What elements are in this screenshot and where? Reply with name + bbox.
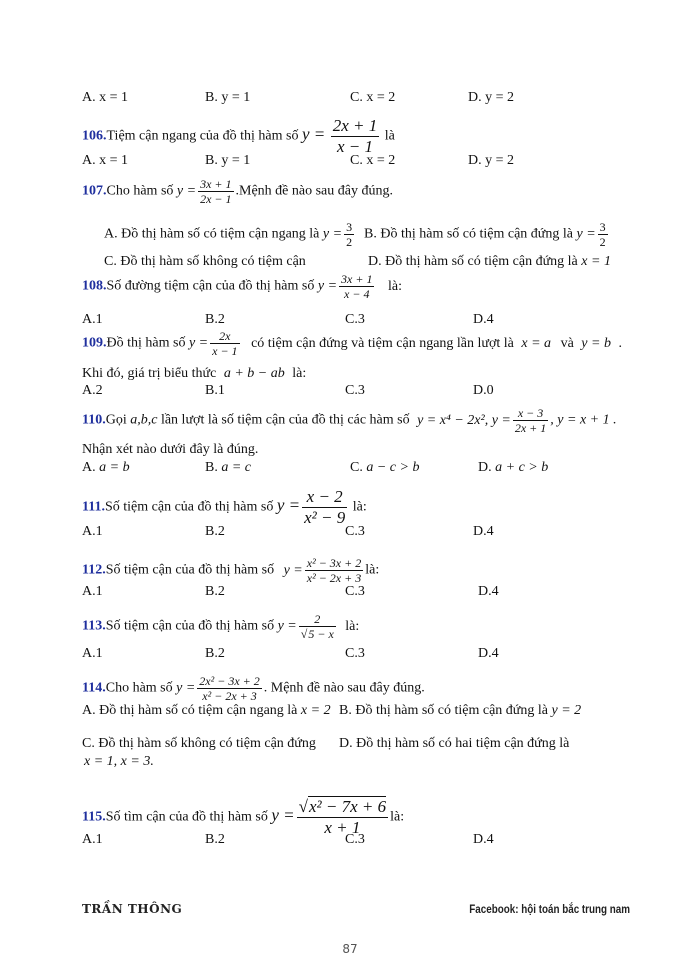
prev-option-b: B. y = 1: [205, 90, 251, 105]
formula-lhs: y =: [283, 562, 303, 578]
option-b: B. Đồ thị hàm số có tiệm cận đứng là y = $\frac{3}{2}$: [364, 220, 606, 249]
question-106: [82, 116, 395, 157]
question-112: [82, 556, 379, 585]
question-tail: là:: [352, 499, 367, 515]
question-text: Số đường tiệm cận của đồ thị hàm số: [106, 278, 315, 294]
option-d: D. Đồ thị hàm số có tiệm cận đứng là x = 1: [368, 254, 611, 269]
question-number: 112.: [82, 562, 106, 578]
formula-lhs: y =: [176, 183, 197, 199]
question-tail: là: [384, 128, 395, 144]
option-a: A.1: [82, 646, 103, 661]
option-c: C.3: [345, 584, 365, 599]
question-text: Số tìm cận của đồ thị hàm số: [105, 809, 268, 825]
option-d: D. y = 2: [468, 153, 515, 168]
question-113: [82, 612, 359, 641]
question-text: Số tiệm cận của đồ thị hàm số: [105, 618, 275, 634]
option-d: D.0: [473, 383, 494, 398]
fraction: $\frac{3x + 1}{2x - 1}$: [200, 177, 232, 206]
question-number: 107.: [82, 183, 107, 199]
fraction: $\frac{2}{√5 - x}$: [300, 612, 334, 641]
question-text: Số tiệm cận của đồ thị hàm số: [104, 499, 274, 515]
question-text: Cho hàm số: [106, 183, 174, 199]
fraction: $\frac{x - 3}{2x + 1}$: [514, 406, 547, 435]
option-d: D.4: [473, 312, 494, 327]
formula-lhs: y =: [301, 124, 326, 144]
question-text: Số tiệm cận của đồ thị hàm số: [105, 562, 275, 578]
question-109: 109.Đồ thị hàm số y = $\frac{2x}{x - 1}$ có tiệm cận đứng và tiệm cận ngang lần lượt là x = a và y = b .: [82, 329, 622, 358]
option-c: C.3: [345, 383, 365, 398]
footer-facebook: Facebook: hội toán bắc trung nam: [469, 902, 630, 916]
option-a: A.1: [82, 524, 103, 539]
question-tail: là:: [387, 278, 402, 294]
option-d: D. a + c > b: [478, 460, 549, 475]
formula-lhs: y =: [317, 278, 338, 294]
page-number: 87: [342, 942, 358, 956]
fraction: $\frac{\text{2x² − 3x + 2}}{\text{x² − 2x + 3}}$: [199, 674, 260, 703]
question-number: 108.: [82, 278, 107, 294]
question-110-line2: Nhận xét nào dưới đây là đúng.: [82, 442, 259, 457]
radical-icon: √: [298, 797, 309, 816]
fraction: $\frac{3}{2}$: [599, 220, 606, 249]
option-c: C.3: [345, 646, 365, 661]
fraction: $\frac{x - 2}{\text{x² − 9}}$: [304, 487, 346, 527]
option-c: C.3: [345, 524, 365, 539]
question-107: [82, 177, 393, 206]
question-number: 113.: [82, 618, 106, 634]
formula-lhs: y =: [188, 335, 209, 351]
prev-option-c: C. x = 2: [350, 90, 396, 105]
option-b: B.2: [205, 312, 225, 327]
question-114: [82, 674, 425, 703]
question-number: 111.: [82, 499, 105, 515]
option-a: A. x = 1: [82, 153, 129, 168]
fraction: $\frac{\text{√x² − 7x + 6}}{x + 1}$: [298, 797, 387, 837]
fraction: $\frac{\text{x² − 3x + 2}}{\text{x² − 2x + 3}}$: [306, 556, 362, 585]
question-number: 109.: [82, 335, 107, 351]
option-d: D.4: [478, 646, 499, 661]
formula-lhs: y =: [176, 680, 196, 696]
question-111: [82, 487, 367, 528]
option-b: B.1: [205, 383, 225, 398]
option-c: C. Đồ thị hàm số không có tiệm cận: [104, 254, 306, 269]
option-a: A. Đồ thị hàm số có tiệm cận ngang là x = 2: [82, 703, 331, 718]
option-d: D.4: [473, 524, 494, 539]
option-a: A. a = b: [82, 460, 130, 475]
option-b: B.2: [205, 584, 225, 599]
prev-option-a: A. x = 1: [82, 90, 129, 105]
radical-icon: √: [300, 627, 308, 641]
fraction: $\frac{3x + 1}{x - 4}$: [341, 272, 373, 301]
option-c: C. x = 2: [350, 153, 396, 168]
option-c: C. Đồ thị hàm số không có tiệm cận đứng: [82, 736, 316, 751]
option-d: D. Đồ thị hàm số có hai tiệm cận đứng là: [339, 736, 570, 751]
fraction: $\frac{2x + 1}{x - 1}$: [332, 116, 378, 156]
option-d: D.4: [478, 584, 499, 599]
option-a: A.1: [82, 832, 103, 847]
question-text: Cho hàm số: [105, 680, 173, 696]
option-d: D.4: [473, 832, 494, 847]
question-110: 110.Gọi a,b,c lần lượt là số tiệm cận của đồ thị các hàm số y = x⁴ − 2x², y = $\frac{x - 3}{2x + 1}$ , y = x + 1 .: [82, 406, 617, 435]
option-b: B. a = c: [205, 460, 252, 475]
question-108: [82, 272, 402, 301]
question-number: 115.: [82, 809, 106, 825]
question-109-line2: Khi đó, giá trị biểu thức a + b − ab là:: [82, 366, 307, 381]
question-tail: là:: [345, 618, 360, 634]
option-a: A.1: [82, 312, 103, 327]
option-a: A.2: [82, 383, 103, 398]
option-a: A. Đồ thị hàm số có tiệm cận ngang là y = $\frac{3}{2}$: [104, 220, 353, 249]
question-tail: là:: [365, 562, 380, 578]
option-b: B. y = 1: [205, 153, 251, 168]
formula-lhs: y =: [271, 805, 295, 825]
question-tail: .Mệnh đề nào sau đây đúng.: [235, 183, 393, 199]
question-tail: . Mệnh đề nào sau đây đúng.: [263, 680, 425, 696]
fraction: $\frac{2x}{x - 1}$: [212, 329, 238, 358]
question-number: 106.: [82, 128, 107, 144]
question-text: Đồ thị hàm số: [106, 335, 186, 351]
option-b: B.2: [205, 832, 225, 847]
option-c: C.3: [345, 832, 365, 847]
option-b: B.2: [205, 524, 225, 539]
question-tail: là:: [390, 809, 405, 825]
option-c: C. a − c > b: [350, 460, 420, 475]
question-text: Tiệm cận ngang của đồ thị hàm số: [106, 128, 299, 144]
fraction: $\frac{3}{2}$: [346, 220, 353, 249]
formula-lhs: y =: [276, 495, 301, 515]
option-b: B. Đồ thị hàm số có tiệm cận đứng là y = 2: [339, 703, 582, 718]
option-c: C.3: [345, 312, 365, 327]
question-number: 114.: [82, 680, 106, 696]
option-d-continued: x = 1, x = 3.: [84, 754, 154, 769]
option-a: A.1: [82, 584, 103, 599]
formula-lhs: y =: [277, 618, 297, 634]
footer-author: TRẦN THÔNG: [82, 902, 183, 916]
prev-option-d: D. y = 2: [468, 90, 515, 105]
option-b: B.2: [205, 646, 225, 661]
question-number: 110.: [82, 412, 106, 428]
